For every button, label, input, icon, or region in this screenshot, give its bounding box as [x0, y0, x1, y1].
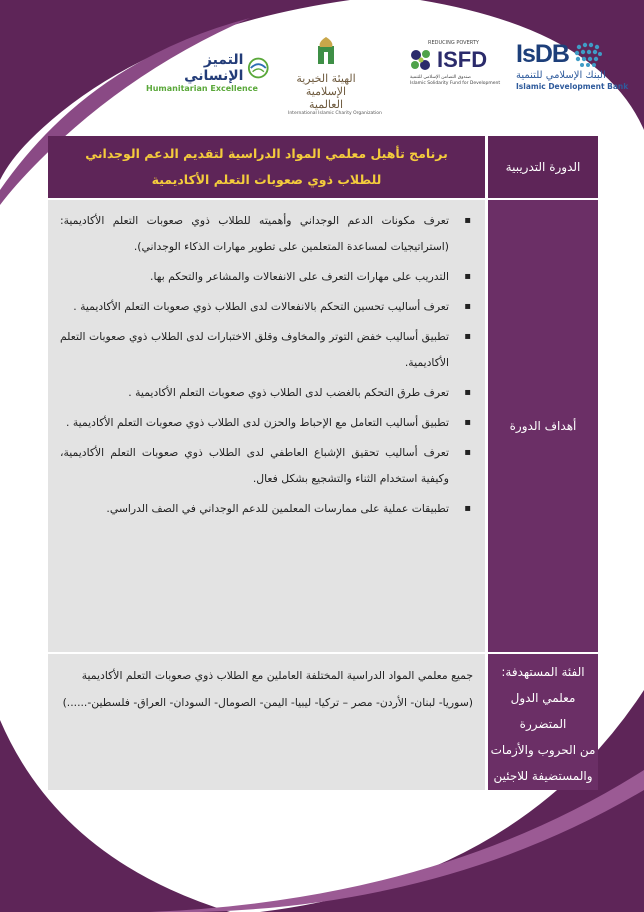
- humanitarian-excellence-logo: [146, 52, 270, 93]
- iico-logo: [288, 36, 382, 116]
- objectives-label: أهداف الدورة: [485, 200, 598, 652]
- course-title-line2: للطلاب ذوي صعوبات التعلم الأكاديمية: [151, 172, 382, 187]
- objective-item: ▪ التدريب على مهارات التعرف على الانفعالات والمشاعر والتحكم بها.: [60, 264, 471, 290]
- course-title: [48, 136, 485, 198]
- course-table: [48, 136, 598, 790]
- target-row: [48, 654, 598, 790]
- objective-item: ▪ تعرف مكونات الدعم الوجداني وأهميته للطلاب ذوي صعوبات التعلم الأكاديمية: (استراتيجيات لمساعدة المتعلمين على تطوير مهارات الذكاء الوجداني).: [60, 208, 471, 260]
- iico-logo-arabic: الهيئة الخيرية الإسلامية العالمية: [296, 72, 356, 111]
- isfd-logo-name: ISFD: [437, 47, 488, 72]
- partner-logos: [0, 0, 644, 116]
- isfd-dots-icon: [408, 47, 434, 73]
- objective-item: ▪ تطبيق أساليب التعامل مع الإحباط والحزن لدى الطلاب ذوي صعوبات التعلم الأكاديمية .: [60, 410, 471, 436]
- target-cell: [48, 654, 485, 790]
- isfd-logo-arabic: صندوق التضامن الإسلامي للتنمية: [410, 75, 471, 80]
- target-countries: (سوريا- لبنان- الأردن- مصر – تركيا- ليبيا- اليمن- الصومال- السودان- العراق- فلسطين-......): [62, 696, 473, 709]
- target-label: [485, 654, 598, 790]
- isdb-logo-arabic: البنك الإسلامي للتنمية: [516, 70, 606, 81]
- humanitarian-logo-arabic: التميز الإنساني: [184, 52, 244, 84]
- isfd-logo: [408, 40, 501, 87]
- target-label-line3: من الحروب والأزمات: [490, 743, 596, 757]
- target-label-line2: معلمي الدول المتضررة: [510, 691, 576, 731]
- objective-item: ▪ تعرف طرق التحكم بالغضب لدى الطلاب ذوي صعوبات التعلم الأكاديمية .: [60, 380, 471, 406]
- objective-item: ▪ تطبيق أساليب خفض التوتر والمخاوف وقلق الاختبارات لدى الطلاب ذوي صعوبات التعلم الأكاديمية.: [60, 324, 471, 376]
- target-label-line1: الفئة المستهدفة:: [501, 665, 585, 679]
- objective-item: ▪ تعرف أساليب تحقيق الإشباع العاطفي لدى الطلاب ذوي صعوبات التعلم الأكاديمية، وكيفية استخدام الثناء والتشجيع بشكل فعال.: [60, 440, 471, 492]
- course-title-line1: برنامج تأهيل معلمي المواد الدراسية لتقديم الدعم الوجداني: [85, 146, 448, 161]
- isfd-tagline: REDUCING POVERTY: [428, 40, 479, 46]
- iico-logo-english: International Islamic Charity Organization: [288, 111, 382, 116]
- objectives-row: [48, 200, 598, 654]
- target-text: جميع معلمي المواد الدراسية المختلفة العاملين مع الطلاب ذوي صعوبات التعلم الأكاديمية: [81, 669, 473, 682]
- objective-item: ▪ تطبيقات عملية على ممارسات المعلمين للدعم الوجداني في الصف الدراسي.: [60, 496, 471, 522]
- isdb-logo-name: IsDB: [516, 40, 569, 68]
- isfd-logo-english: Islamic Solidarity Fund for Development: [410, 81, 501, 86]
- iico-emblem-icon: [314, 36, 338, 66]
- objectives-cell: [48, 200, 485, 652]
- course-label: الدورة التدريبية: [485, 136, 598, 198]
- isdb-logo-english: Islamic Development Bank: [516, 82, 629, 91]
- humanitarian-logo-english: Humanitarian Excellence: [146, 84, 258, 93]
- objective-item: ▪ تعرف أساليب تحسين التحكم بالانفعالات لدى الطلاب ذوي صعوبات التعلم الأكاديمية .: [60, 294, 471, 320]
- isdb-globe-icon: [573, 42, 603, 68]
- objectives-list: [60, 208, 471, 522]
- target-label-line4: والمستضيفة للاجئين: [493, 769, 593, 783]
- humanitarian-globe-icon: [247, 56, 270, 80]
- isdb-logo: [516, 40, 629, 91]
- course-row: [48, 136, 598, 200]
